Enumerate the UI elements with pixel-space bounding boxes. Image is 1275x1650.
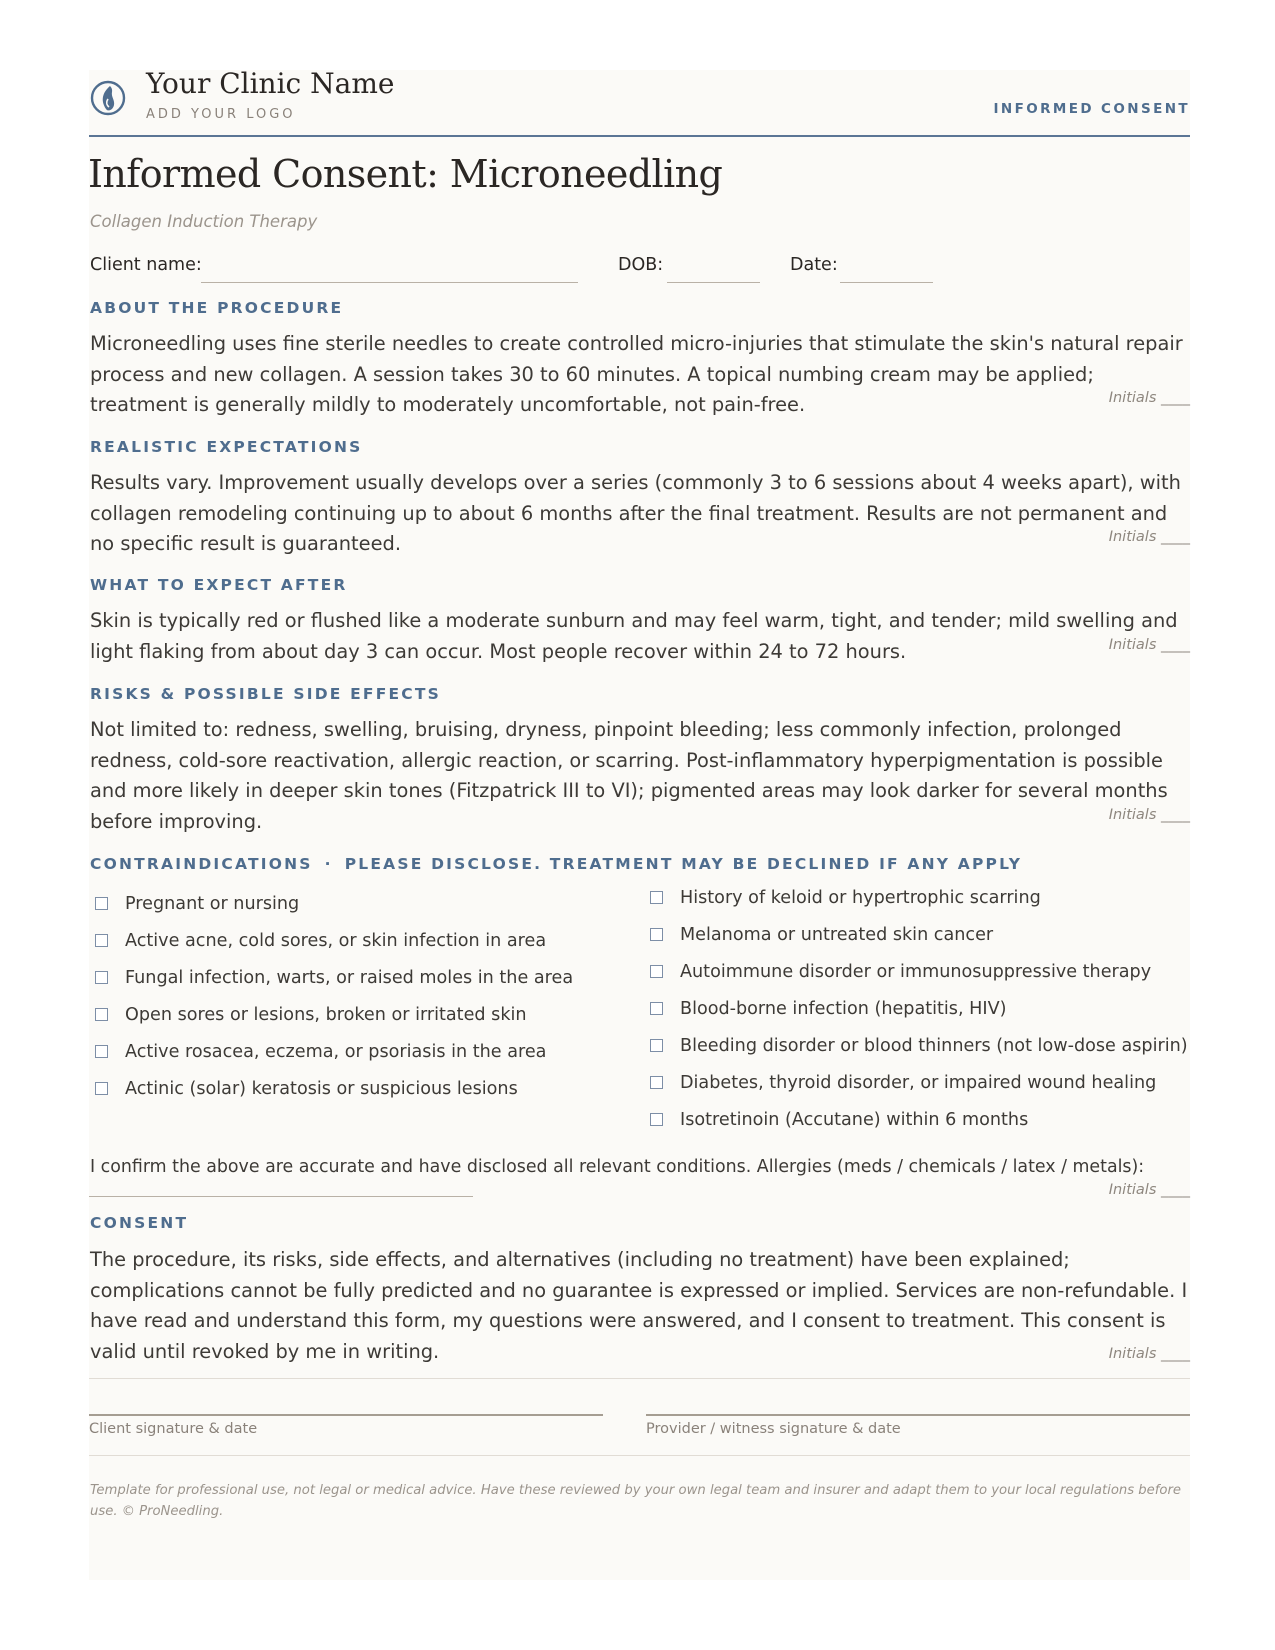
contraindication-item[interactable] [650, 1073, 1156, 1093]
document-tag: INFORMED CONSENT [993, 101, 1190, 117]
page-subtitle: Collagen Induction Therapy [90, 212, 318, 231]
initials-field-aftercare[interactable]: Initials ____ [1108, 637, 1190, 653]
contraindication-item[interactable] [650, 999, 1006, 1019]
contraindication-label: Blood-borne infection (hepatitis, HIV) [680, 999, 1007, 1019]
contraindication-label: Isotretinoin (Accutane) within 6 months [680, 1110, 1029, 1130]
contraindication-label: Fungal infection, warts, or raised moles in the area [125, 968, 574, 988]
heading-separator: · [324, 855, 333, 873]
contraindication-item[interactable] [95, 894, 299, 914]
contraindication-label: Diabetes, thyroid disorder, or impaired wound healing [680, 1073, 1157, 1093]
client-name-field[interactable] [201, 282, 578, 283]
section-body-about: Microneedling uses fine sterile needles to create controlled micro-injuries that stimulate the skin's natural repair process and new collagen. A session takes 30 to 60 minutes. A topical numbing cream may be applied; treatment is generally mildly to moderately uncomfortable, not pain-free. [90, 332, 1183, 416]
contraindication-label: Pregnant or nursing [125, 894, 300, 914]
footer-disclaimer: Template for professional use, not legal or medical advice. Have these reviewed by your own legal team and insurer and adapt them to your local regulations before use. © ProNeedling. [90, 1483, 1182, 1519]
client-name-label: Client name: [90, 255, 202, 275]
contraindication-label: Melanoma or untreated skin cancer [680, 925, 994, 945]
checkbox[interactable] [95, 1008, 108, 1021]
checkbox[interactable] [650, 1113, 663, 1126]
contraindication-label: Actinic (solar) keratosis or suspicious lesions [125, 1079, 518, 1099]
contraindications-title: CONTRAINDICATIONS [90, 855, 313, 873]
logo-placeholder-label: ADD YOUR LOGO [146, 107, 296, 122]
initials-field-consent[interactable]: Initials ____ [1108, 1346, 1190, 1362]
contraindication-item[interactable] [650, 888, 1041, 908]
flame-leaf-icon [89, 79, 127, 117]
checkbox[interactable] [650, 928, 663, 941]
allergies-field[interactable] [89, 1196, 473, 1197]
clinic-name: Your Clinic Name [146, 67, 395, 100]
dob-field[interactable] [667, 282, 760, 283]
disclosure-confirmation: I confirm the above are accurate and have disclosed all relevant conditions. Allergies (meds / chemicals / latex / metals): [90, 1157, 1145, 1177]
contraindication-label: Bleeding disorder or blood thinners (not low-dose aspirin) [680, 1036, 1188, 1056]
initials-field-expectations[interactable]: Initials ____ [1108, 529, 1190, 545]
contraindication-label: Active rosacea, eczema, or psoriasis in the area [125, 1042, 547, 1062]
checkbox[interactable] [95, 897, 108, 910]
client-signature-label: Client signature & date [89, 1421, 258, 1437]
checkbox[interactable] [650, 891, 663, 904]
divider [89, 1378, 1190, 1379]
checkbox[interactable] [95, 934, 108, 947]
checkbox[interactable] [95, 1082, 108, 1095]
header-divider [89, 135, 1190, 137]
footer-divider [89, 1455, 1190, 1456]
dob-label: DOB: [618, 255, 664, 275]
date-field[interactable] [840, 282, 933, 283]
contraindication-item[interactable] [95, 1079, 518, 1099]
initials-field-about[interactable]: Initials ____ [1108, 390, 1190, 406]
section-heading-contraindications [90, 855, 1022, 873]
initials-field-risks[interactable]: Initials ____ [1108, 807, 1190, 823]
client-signature-line[interactable] [89, 1414, 603, 1416]
checkbox[interactable] [650, 1039, 663, 1052]
contraindication-label: Active acne, cold sores, or skin infection in area [125, 931, 547, 951]
checkbox[interactable] [650, 965, 663, 978]
section-heading-about: ABOUT THE PROCEDURE [90, 299, 344, 317]
contraindication-item[interactable] [95, 1042, 546, 1062]
contraindication-item[interactable] [95, 931, 546, 951]
contraindications-note: PLEASE DISCLOSE. TREATMENT MAY BE DECLINED IF ANY APPLY [344, 855, 1023, 873]
contraindication-item[interactable] [650, 1036, 1188, 1056]
date-label: Date: [790, 255, 838, 275]
checkbox[interactable] [95, 971, 108, 984]
contraindication-item[interactable] [95, 968, 573, 988]
contraindication-item[interactable] [650, 925, 993, 945]
section-heading-expectations: REALISTIC EXPECTATIONS [90, 438, 363, 456]
section-body-risks: Not limited to: redness, swelling, bruising, dryness, pinpoint bleeding; less commonly infection, prolonged redness, cold-sore reactivation, allergic reaction, or scarring. Post-inflammatory hyperpigmentation is possible and more likely in deeper skin tones (Fitzpatrick III to VI); pigmented areas may look darker for several months before improving. [90, 718, 1168, 833]
checkbox[interactable] [650, 1076, 663, 1089]
section-body-aftercare: Skin is typically red or flushed like a moderate sunburn and may feel warm, tight, and tender; mild swelling and light flaking from about day 3 can occur. Most people recover within 24 to 72 hours. [90, 609, 1178, 663]
contraindication-item[interactable] [95, 1005, 527, 1025]
contraindication-item[interactable] [650, 1110, 1028, 1130]
contraindication-label: Autoimmune disorder or immunosuppressive therapy [680, 962, 1152, 982]
section-heading-aftercare: WHAT TO EXPECT AFTER [90, 576, 348, 594]
contraindication-item[interactable] [650, 962, 1151, 982]
provider-signature-label: Provider / witness signature & date [646, 1421, 901, 1437]
checkbox[interactable] [650, 1002, 663, 1015]
checkbox[interactable] [95, 1045, 108, 1058]
initials-field-contraindications[interactable]: Initials ____ [1108, 1182, 1190, 1198]
section-body-expectations: Results vary. Improvement usually develops over a series (commonly 3 to 6 sessions about 4 weeks apart), with collagen remodeling continuing up to about 6 months after the final treatment. Results are not permanent and no specific result is guaranteed. [90, 471, 1181, 555]
provider-signature-line[interactable] [646, 1414, 1190, 1416]
contraindication-label: History of keloid or hypertrophic scarring [680, 888, 1041, 908]
section-body-consent: The procedure, its risks, side effects, and alternatives (including no treatment) have been explained; complications cannot be fully predicted and no guarantee is expressed or implied. Services are non-refundable. I have read and understand this form, my questions were answered, and I consent to treatment. This consent is valid until revoked by me in writing. [90, 1248, 1188, 1363]
section-heading-consent: CONSENT [90, 1214, 189, 1232]
page-title: Informed Consent: Microneedling [88, 152, 723, 196]
section-heading-risks: RISKS & POSSIBLE SIDE EFFECTS [90, 685, 442, 703]
contraindication-label: Open sores or lesions, broken or irritated skin [125, 1005, 527, 1025]
